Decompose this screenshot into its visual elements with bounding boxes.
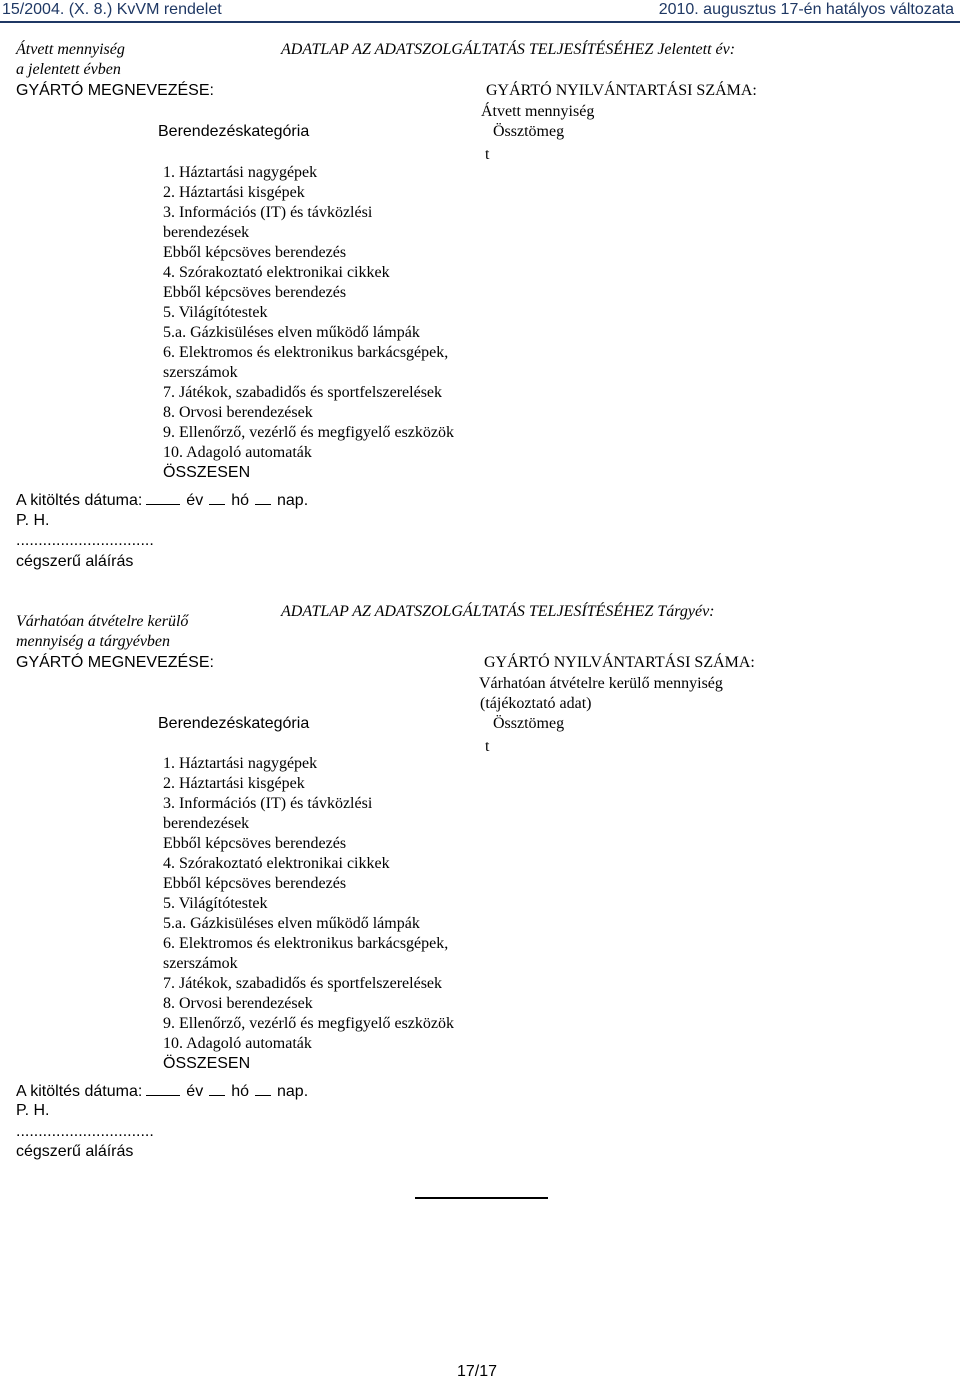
form2-qty-header-note: (tájékoztató adat)	[480, 695, 592, 712]
form2-registry-number: GYÁRTÓ NYILVÁNTARTÁSI SZÁMA:	[484, 654, 755, 671]
category-item: 6. Elektromos és elektronikus barkácsgépek,	[163, 344, 449, 361]
header-right: 2010. augusztus 17-én hatályos változata	[658, 1, 954, 18]
form1-qty-header: Átvett mennyiség	[481, 103, 595, 120]
form1-side-label-1: Átvett mennyiség	[16, 41, 125, 58]
form1-side-label-2: a jelentett évben	[16, 61, 121, 78]
date-label: A kitöltés dátuma:	[16, 1083, 143, 1100]
form1-stamp-label: P. H.	[16, 512, 50, 529]
year-label: év	[186, 1083, 204, 1100]
category-item: 10. Adagoló automaták	[163, 444, 312, 461]
form2-signature-label: cégszerű aláírás	[16, 1143, 134, 1160]
form1-unit: t	[485, 146, 490, 163]
form2-category-list	[163, 754, 454, 1074]
form2-total-header: Össztömeg	[493, 715, 565, 732]
footnote-rule	[415, 1197, 548, 1199]
category-item: berendezések	[163, 224, 250, 241]
date-label: A kitöltés dátuma:	[16, 492, 143, 509]
category-item: 4. Szórakoztató elektronikai cikkek	[163, 264, 390, 281]
category-item: Ebből képcsöves berendezés	[163, 244, 347, 261]
category-item: 8. Orvosi berendezések	[163, 404, 313, 421]
category-item: 7. Játékok, szabadidős és sportfelszerelések	[163, 975, 443, 992]
category-item: berendezések	[163, 815, 250, 832]
category-item: szerszámok	[163, 364, 238, 381]
form2-date-row	[16, 1081, 308, 1102]
category-item: 9. Ellenőrző, vezérlő és megfigyelő eszközök	[163, 424, 454, 441]
category-item: 3. Információs (IT) és távközlési	[163, 204, 373, 221]
category-item: 5. Világítótestek	[163, 304, 268, 321]
category-item: szerszámok	[163, 955, 238, 972]
form1-date-row	[16, 490, 308, 511]
category-item: 10. Adagoló automaták	[163, 1035, 312, 1052]
form1-manufacturer-name: GYÁRTÓ MEGNEVEZÉSE:	[16, 82, 214, 99]
form1-signature-dots: ...............................	[16, 532, 154, 549]
form2-title: ADATLAP AZ ADATSZOLGÁLTATÁS TELJESÍTÉSÉHEZ Tárgyév:	[281, 603, 715, 620]
form2-side-label-2: mennyiség a tárgyévben	[16, 633, 171, 650]
category-item: 8. Orvosi berendezések	[163, 995, 313, 1012]
year-blank[interactable]	[146, 490, 180, 505]
category-item: 5.a. Gázkisüléses elven működő lámpák	[163, 324, 420, 341]
category-item: Ebből képcsöves berendezés	[163, 875, 347, 892]
day-label: nap.	[277, 1083, 309, 1100]
month-label: hó	[231, 492, 249, 509]
form2-signature-dots: ...............................	[16, 1123, 154, 1140]
month-blank[interactable]	[209, 490, 225, 505]
form2-stamp-label: P. H.	[16, 1102, 50, 1119]
form2-category-header: Berendezéskategória	[158, 715, 310, 732]
form2-manufacturer-name: GYÁRTÓ MEGNEVEZÉSE:	[16, 654, 214, 671]
month-blank[interactable]	[209, 1081, 225, 1096]
category-item: 2. Háztartási kisgépek	[163, 775, 305, 792]
form2-unit: t	[485, 738, 490, 755]
category-item: 6. Elektromos és elektronikus barkácsgépek,	[163, 935, 449, 952]
page-number: 17/17	[457, 1363, 498, 1380]
form1-category-list	[163, 163, 454, 483]
category-item: 3. Információs (IT) és távközlési	[163, 795, 373, 812]
day-label: nap.	[277, 492, 309, 509]
category-item: 1. Háztartási nagygépek	[163, 164, 318, 181]
header-rule	[0, 21, 960, 23]
month-label: hó	[231, 1083, 249, 1100]
category-total: ÖSSZESEN	[163, 1055, 251, 1072]
category-item: 5.a. Gázkisüléses elven működő lámpák	[163, 915, 420, 932]
category-total: ÖSSZESEN	[163, 464, 251, 481]
form1-signature-label: cégszerű aláírás	[16, 553, 134, 570]
category-item: 9. Ellenőrző, vezérlő és megfigyelő eszközök	[163, 1015, 454, 1032]
category-item: 7. Játékok, szabadidős és sportfelszerelések	[163, 384, 443, 401]
form1-title: ADATLAP AZ ADATSZOLGÁLTATÁS TELJESÍTÉSÉHEZ Jelentett év:	[281, 41, 736, 58]
category-item: Ebből képcsöves berendezés	[163, 284, 347, 301]
form1-total-header: Össztömeg	[493, 123, 565, 140]
day-blank[interactable]	[255, 490, 271, 505]
form1-registry-number: GYÁRTÓ NYILVÁNTARTÁSI SZÁMA:	[486, 82, 757, 99]
year-label: év	[186, 492, 204, 509]
form2-qty-header: Várhatóan átvételre kerülő mennyiség	[479, 675, 723, 692]
category-item: 1. Háztartási nagygépek	[163, 755, 318, 772]
category-item: 2. Háztartási kisgépek	[163, 184, 305, 201]
year-blank[interactable]	[146, 1081, 180, 1096]
form1-category-header: Berendezéskategória	[158, 123, 310, 140]
category-item: 4. Szórakoztató elektronikai cikkek	[163, 855, 390, 872]
day-blank[interactable]	[255, 1081, 271, 1096]
header-left: 15/2004. (X. 8.) KvVM rendelet	[2, 1, 222, 18]
category-item: Ebből képcsöves berendezés	[163, 835, 347, 852]
category-item: 5. Világítótestek	[163, 895, 268, 912]
form2-side-label-1: Várhatóan átvételre kerülő	[16, 613, 189, 630]
